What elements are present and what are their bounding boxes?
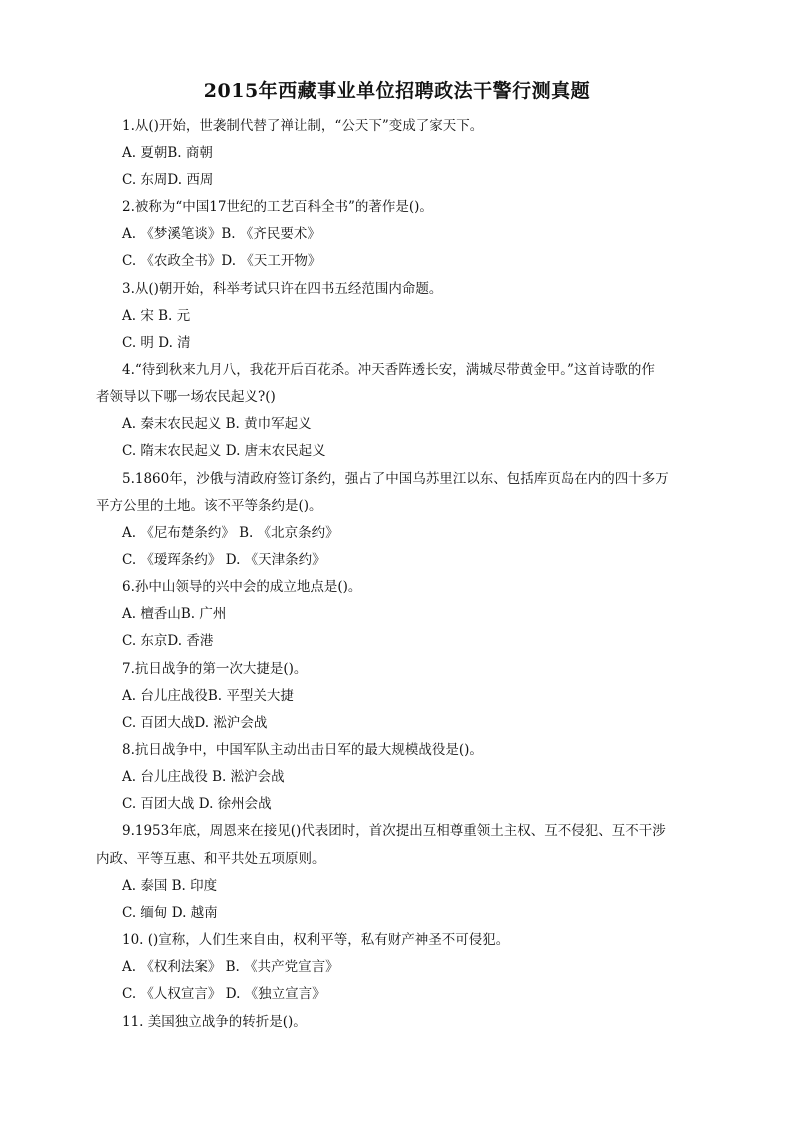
question-9-options-ab: A. 泰国 B. 印度 <box>122 878 218 894</box>
question-9-options-cd: C. 缅甸 D. 越南 <box>122 905 218 921</box>
question-5-options-cd: C. 《瑷珲条约》 D. 《天津条约》 <box>122 552 326 568</box>
question-3-options-cd: C. 明 D. 清 <box>122 335 191 351</box>
page-title: 2015年西藏事业单位招聘政法干警行测真题 <box>203 80 591 102</box>
question-4-options-ab: A. 秦末农民起义 B. 黄巾军起义 <box>122 416 312 432</box>
question-7-options-ab: A. 台儿庄战役B. 平型关大捷 <box>122 688 294 704</box>
question-7: 7.抗日战争的第一次大捷是()。 <box>122 661 308 677</box>
question-1: 1.从()开始，世袭制代替了禅让制，“公天下”变成了家天下。 <box>122 118 484 134</box>
question-4-continued: 者领导以下哪一场农民起义?() <box>96 389 276 405</box>
question-6: 6.孙中山领导的兴中会的成立地点是()。 <box>122 579 362 595</box>
question-2: 2.被称为“中国17世纪的工艺百科全书”的著作是()。 <box>122 199 433 215</box>
question-1-options-cd: C. 东周D. 西周 <box>122 172 214 188</box>
question-9-continued: 内政、平等互惠、和平共处五项原则。 <box>96 851 326 867</box>
question-8-options-cd: C. 百团大战 D. 徐州会战 <box>122 796 272 812</box>
question-10: 10. ()宣称，人们生来自由，权利平等，私有财产神圣不可侵犯。 <box>122 932 510 948</box>
question-10-options-cd: C. 《人权宣言》 D. 《独立宣言》 <box>122 986 326 1002</box>
question-8-options-ab: A. 台儿庄战役 B. 淞沪会战 <box>122 769 285 785</box>
question-6-options-ab: A. 檀香山B. 广州 <box>122 606 227 622</box>
question-3-options-ab: A. 宋 B. 元 <box>122 308 191 324</box>
question-4-options-cd: C. 隋末农民起义 D. 唐末农民起义 <box>122 443 326 459</box>
question-1-options-ab: A. 夏朝B. 商朝 <box>122 145 213 161</box>
question-2-options-cd: C. 《农政全书》D. 《天工开物》 <box>122 253 322 269</box>
question-9: 9.1953年底，周恩来在接见()代表团时，首次提出互相尊重领土主权、互不侵犯、互不干涉 <box>122 823 666 839</box>
question-11: 11. 美国独立战争的转折是()。 <box>122 1014 307 1030</box>
question-2-options-ab: A. 《梦溪笔谈》B. 《齐民要术》 <box>122 226 321 242</box>
question-5-continued: 平方公里的土地。该不平等条约是()。 <box>96 498 323 514</box>
question-4: 4.“待到秋来九月八，我花开后百花杀。冲天香阵透长安，满城尽带黄金甲。”这首诗歌的作 <box>122 362 655 378</box>
question-10-options-ab: A. 《权利法案》 B. 《共产党宣言》 <box>122 959 339 975</box>
question-5: 5.1860年，沙俄与清政府签订条约，强占了中国乌苏里江以东、包括库页岛在内的四十多万 <box>122 471 669 487</box>
question-6-options-cd: C. 东京D. 香港 <box>122 633 214 649</box>
question-8: 8.抗日战争中，中国军队主动出击日军的最大规模战役是()。 <box>122 742 483 758</box>
question-5-options-ab: A. 《尼布楚条约》 B. 《北京条约》 <box>122 525 339 541</box>
question-7-options-cd: C. 百团大战D. 淞沪会战 <box>122 715 268 731</box>
question-3: 3.从()朝开始，科举考试只许在四书五经范围内命题。 <box>122 281 443 297</box>
